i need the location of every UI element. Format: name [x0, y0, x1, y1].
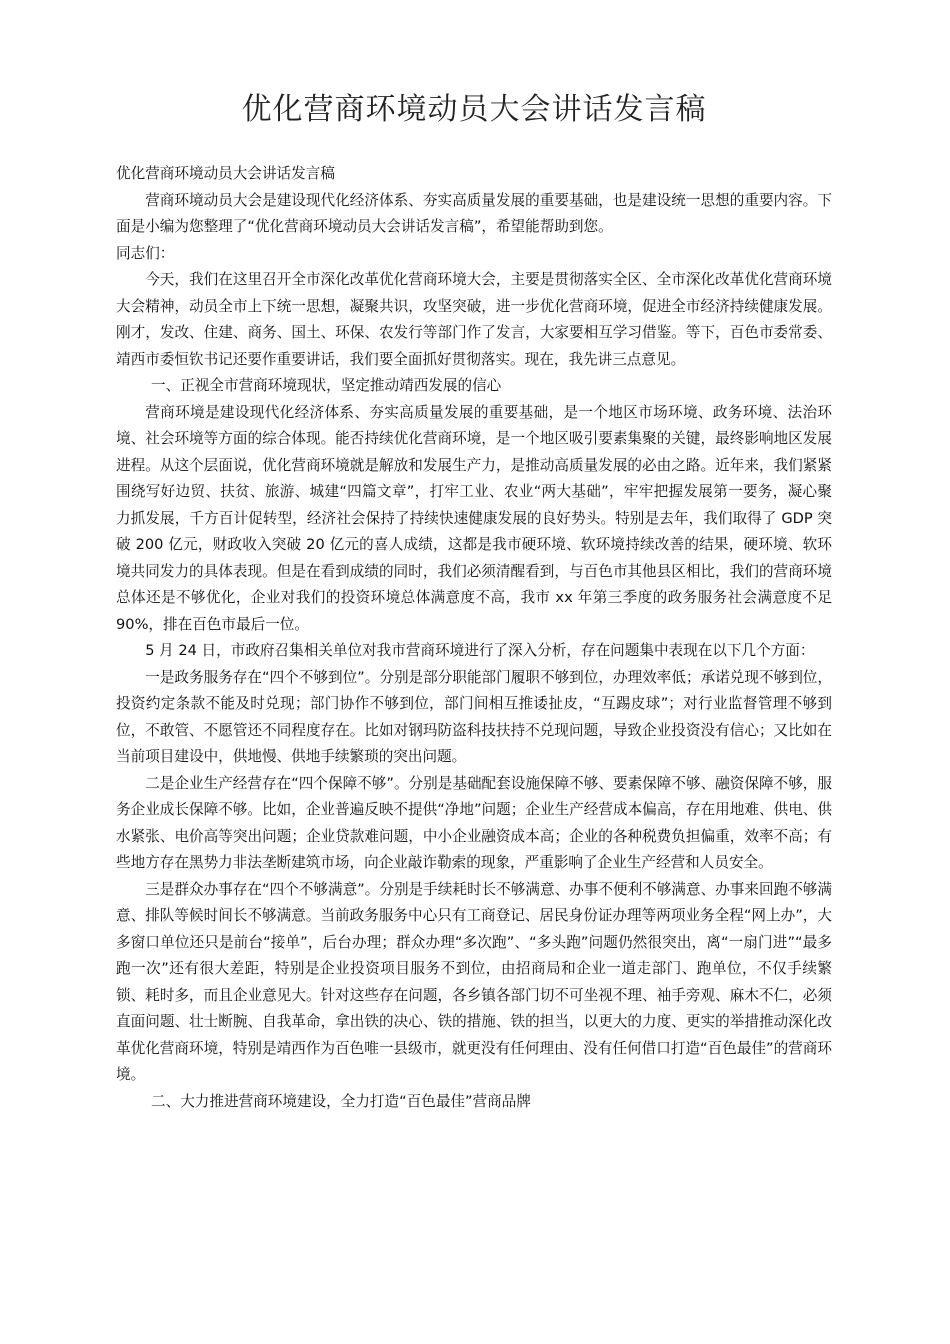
body-paragraph: 5 月 24 日，市政府召集相关单位对我市营商环境进行了深入分析，存在问题集中表现在以下几个方面：: [145, 642, 815, 659]
section-heading-1: 一、正视全市营商环境现状，坚定推动靖西发展的信心: [151, 377, 502, 394]
section-heading-2: 二、大力推进营商环境建设，全力打造“百色最佳”营商品牌: [151, 1092, 531, 1110]
doc-subtitle: 优化营商环境动员大会讲话发言稿: [116, 165, 335, 182]
body-paragraph: 二是企业生产经营存在“四个保障不够”。分别是基础配套设施保障不够、要素保障不够、融资保障不够，服务企业成长保障不够。比如，企业普遍反映不提供“净地”问题；企业生产经营成本偏高，存在用地难、供电、供水紧张、电价高等突出问题；企业贷款难问题，中小企业融资成本高；企业的各种税费负担偏重，效率不高；有些地方存在黑势力非法垄断建筑市场，向企业敲诈勒索的现象，严重影响了企业生产经营和人员安全。: [116, 774, 832, 871]
intro-paragraph: 营商环境动员大会是建设现代化经济体系、夯实高质量发展的重要基础，也是建设统一思想的重要内容。下面是小编为您整理了“优化营商环境动员大会讲话发言稿”，希望能帮助到您。: [116, 191, 832, 235]
opening-paragraph: 今天，我们在这里召开全市深化改革优化营商环境大会，主要是贯彻落实全区、全市深化改革优化营商环境大会精神，动员全市上下统一思想，凝聚共识，攻坚突破，进一步优化营商环境，促进全市经济持续健康发展。刚才，发改、住建、商务、国土、环保、农发行等部门作了发言，大家要相互学习借鉴。等下，百色市委常委、靖西市委恒钦书记还要作重要讲话，我们要全面抓好贯彻落实。现在，我先讲三点意见。: [116, 271, 832, 368]
salutation: 同志们：: [116, 244, 175, 262]
document-title: 优化营商环境动员大会讲话发言稿: [241, 92, 707, 127]
document-body: [116, 161, 832, 1115]
body-paragraph: 三是群众办事存在“四个不够满意”。分别是手续耗时长不够满意、办事不便利不够满意、办事来回跑不够满意、排队等候时间长不够满意。当前政务服务中心只有工商登记、居民身份证办理等两项业务全程“网上办”，大多窗口单位还只是前台“接单”，后台办理；群众办理“多次跑”、“多头跑”问题仍然很突出，离“一扇门进”“最多跑一次”还有很大差距，特别是企业投资项目服务不到位，由招商局和企业一道走部门、跑单位，不仅手续繁锁、耗时多，而且企业意见大。针对这些存在问题，各乡镇各部门切不可坐视不理、袖手旁观、麻木不仁，必须直面问题、壮士断腕、自我革命，拿出铁的决心、铁的措施、铁的担当，以更大的力度、更实的举措推动深化改革优化营商环境，特别是靖西作为百色唯一县级市，就更没有任何理由、没有任何借口打造“百色最佳”的营商环境。: [116, 880, 832, 1083]
body-paragraph: 一是政务服务存在“四个不够到位”。分别是部分职能部门履职不够到位，办理效率低；承诺兑现不够到位，投资约定条款不能及时兑现；部门协作不够到位，部门间相互推诿扯皮，“互踢皮球”；对行业监督管理不够到位，不敢管、不愿管还不同程度存在。比如对钢玛防盗科技扶持不兑现问题，导致企业投资没有信心；又比如在当前项目建设中，供地慢、供地手续繁琐的突出问题。: [116, 668, 832, 765]
body-paragraph: 营商环境是建设现代化经济体系、夯实高质量发展的重要基础，是一个地区市场环境、政务环境、法治环境、社会环境等方面的综合体现。能否持续优化营商环境，是一个地区吸引要素集聚的关键，最终影响地区发展进程。从这个层面说，优化营商环境就是解放和发展生产力，是推动高质量发展的必由之路。近年来，我们紧紧围绕写好边贸、扶贫、旅游、城建“四篇文章”，打牢工业、农业“两大基础”，牢牢把握发展第一要务，凝心聚力抓发展，千方百计促转型，经济社会保持了持续快速健康发展的良好势头。特别是去年，我们取得了 GDP 突破 200 亿元，财政收入突破 20 亿元的喜人成绩，这都是我市硬环境、软环境持续改善的结果，硬环境、软环境共同发力的具体表现。但是在看到成绩的同时，我们必须清醒看到，与百色市其他县区相比，我们的营商环境总体还是不够优化，企业对我们的投资环境总体满意度不高，我市 xx 年第三季度的政务服务社会满意度不足 90%，排在百色市最后一位。: [116, 403, 832, 633]
